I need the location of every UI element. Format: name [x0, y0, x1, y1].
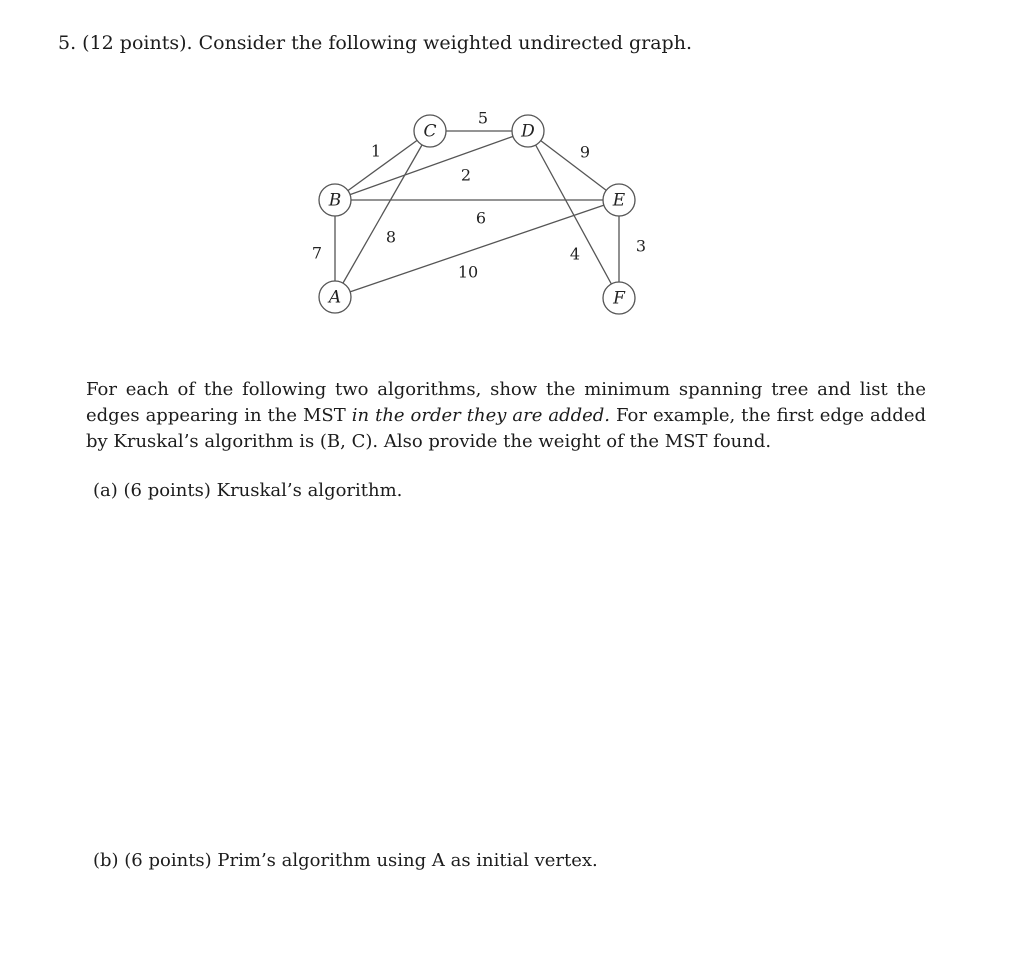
edge-weight-b-e: 6: [475, 208, 487, 228]
weighted-graph: [290, 95, 690, 325]
edge-weight-c-d: 5: [477, 108, 489, 128]
part-b-prim: (b) (6 points) Prim’s algorithm using A as initial vertex.: [93, 850, 598, 871]
vertex-a: [319, 281, 351, 313]
edge-weight-b-d: 2: [460, 165, 472, 185]
vertex-label: C: [423, 121, 437, 142]
vertex-f: [603, 282, 635, 314]
problem-header: 5. (12 points). Consider the following weighted undirected graph.: [58, 32, 692, 54]
edge-weight-a-e: 10: [457, 262, 479, 282]
edge-weight-a-c: 8: [385, 227, 397, 247]
edge-b-c: [335, 131, 430, 200]
vertex-c: [414, 115, 446, 147]
instructions-text-1: For each of the following two algorithms, show the minimum spanning tree and list the edges appearing in the MST: [86, 379, 926, 426]
edge-d-e: [528, 131, 619, 200]
instructions-emphasis: in the order they are added.: [351, 405, 611, 426]
vertex-label: D: [521, 121, 535, 142]
edge-weight-d-f: 4: [569, 244, 581, 264]
graph-figure: [290, 95, 690, 325]
vertex-b: [319, 184, 351, 216]
vertex-label: A: [328, 287, 342, 308]
edge-a-c: [335, 131, 430, 297]
vertex-label: E: [612, 190, 626, 211]
vertex-label: F: [613, 288, 625, 309]
instructions-paragraph: [86, 377, 926, 455]
vertex-label: B: [328, 190, 342, 211]
edge-weight-a-b: 7: [311, 243, 323, 263]
vertex-e: [603, 184, 635, 216]
edge-weight-e-f: 3: [635, 236, 647, 256]
edge-d-f: [528, 131, 619, 298]
edge-weight-d-e: 9: [579, 142, 591, 162]
vertex-d: [512, 115, 544, 147]
instructions-text-2: For example, the first edge added by Kruskal’s algorithm is (B, C). Also provide the weight of the MST found.: [86, 405, 926, 452]
part-a-kruskal: (a) (6 points) Kruskal’s algorithm.: [93, 480, 403, 501]
edge-weight-b-c: 1: [370, 141, 382, 161]
